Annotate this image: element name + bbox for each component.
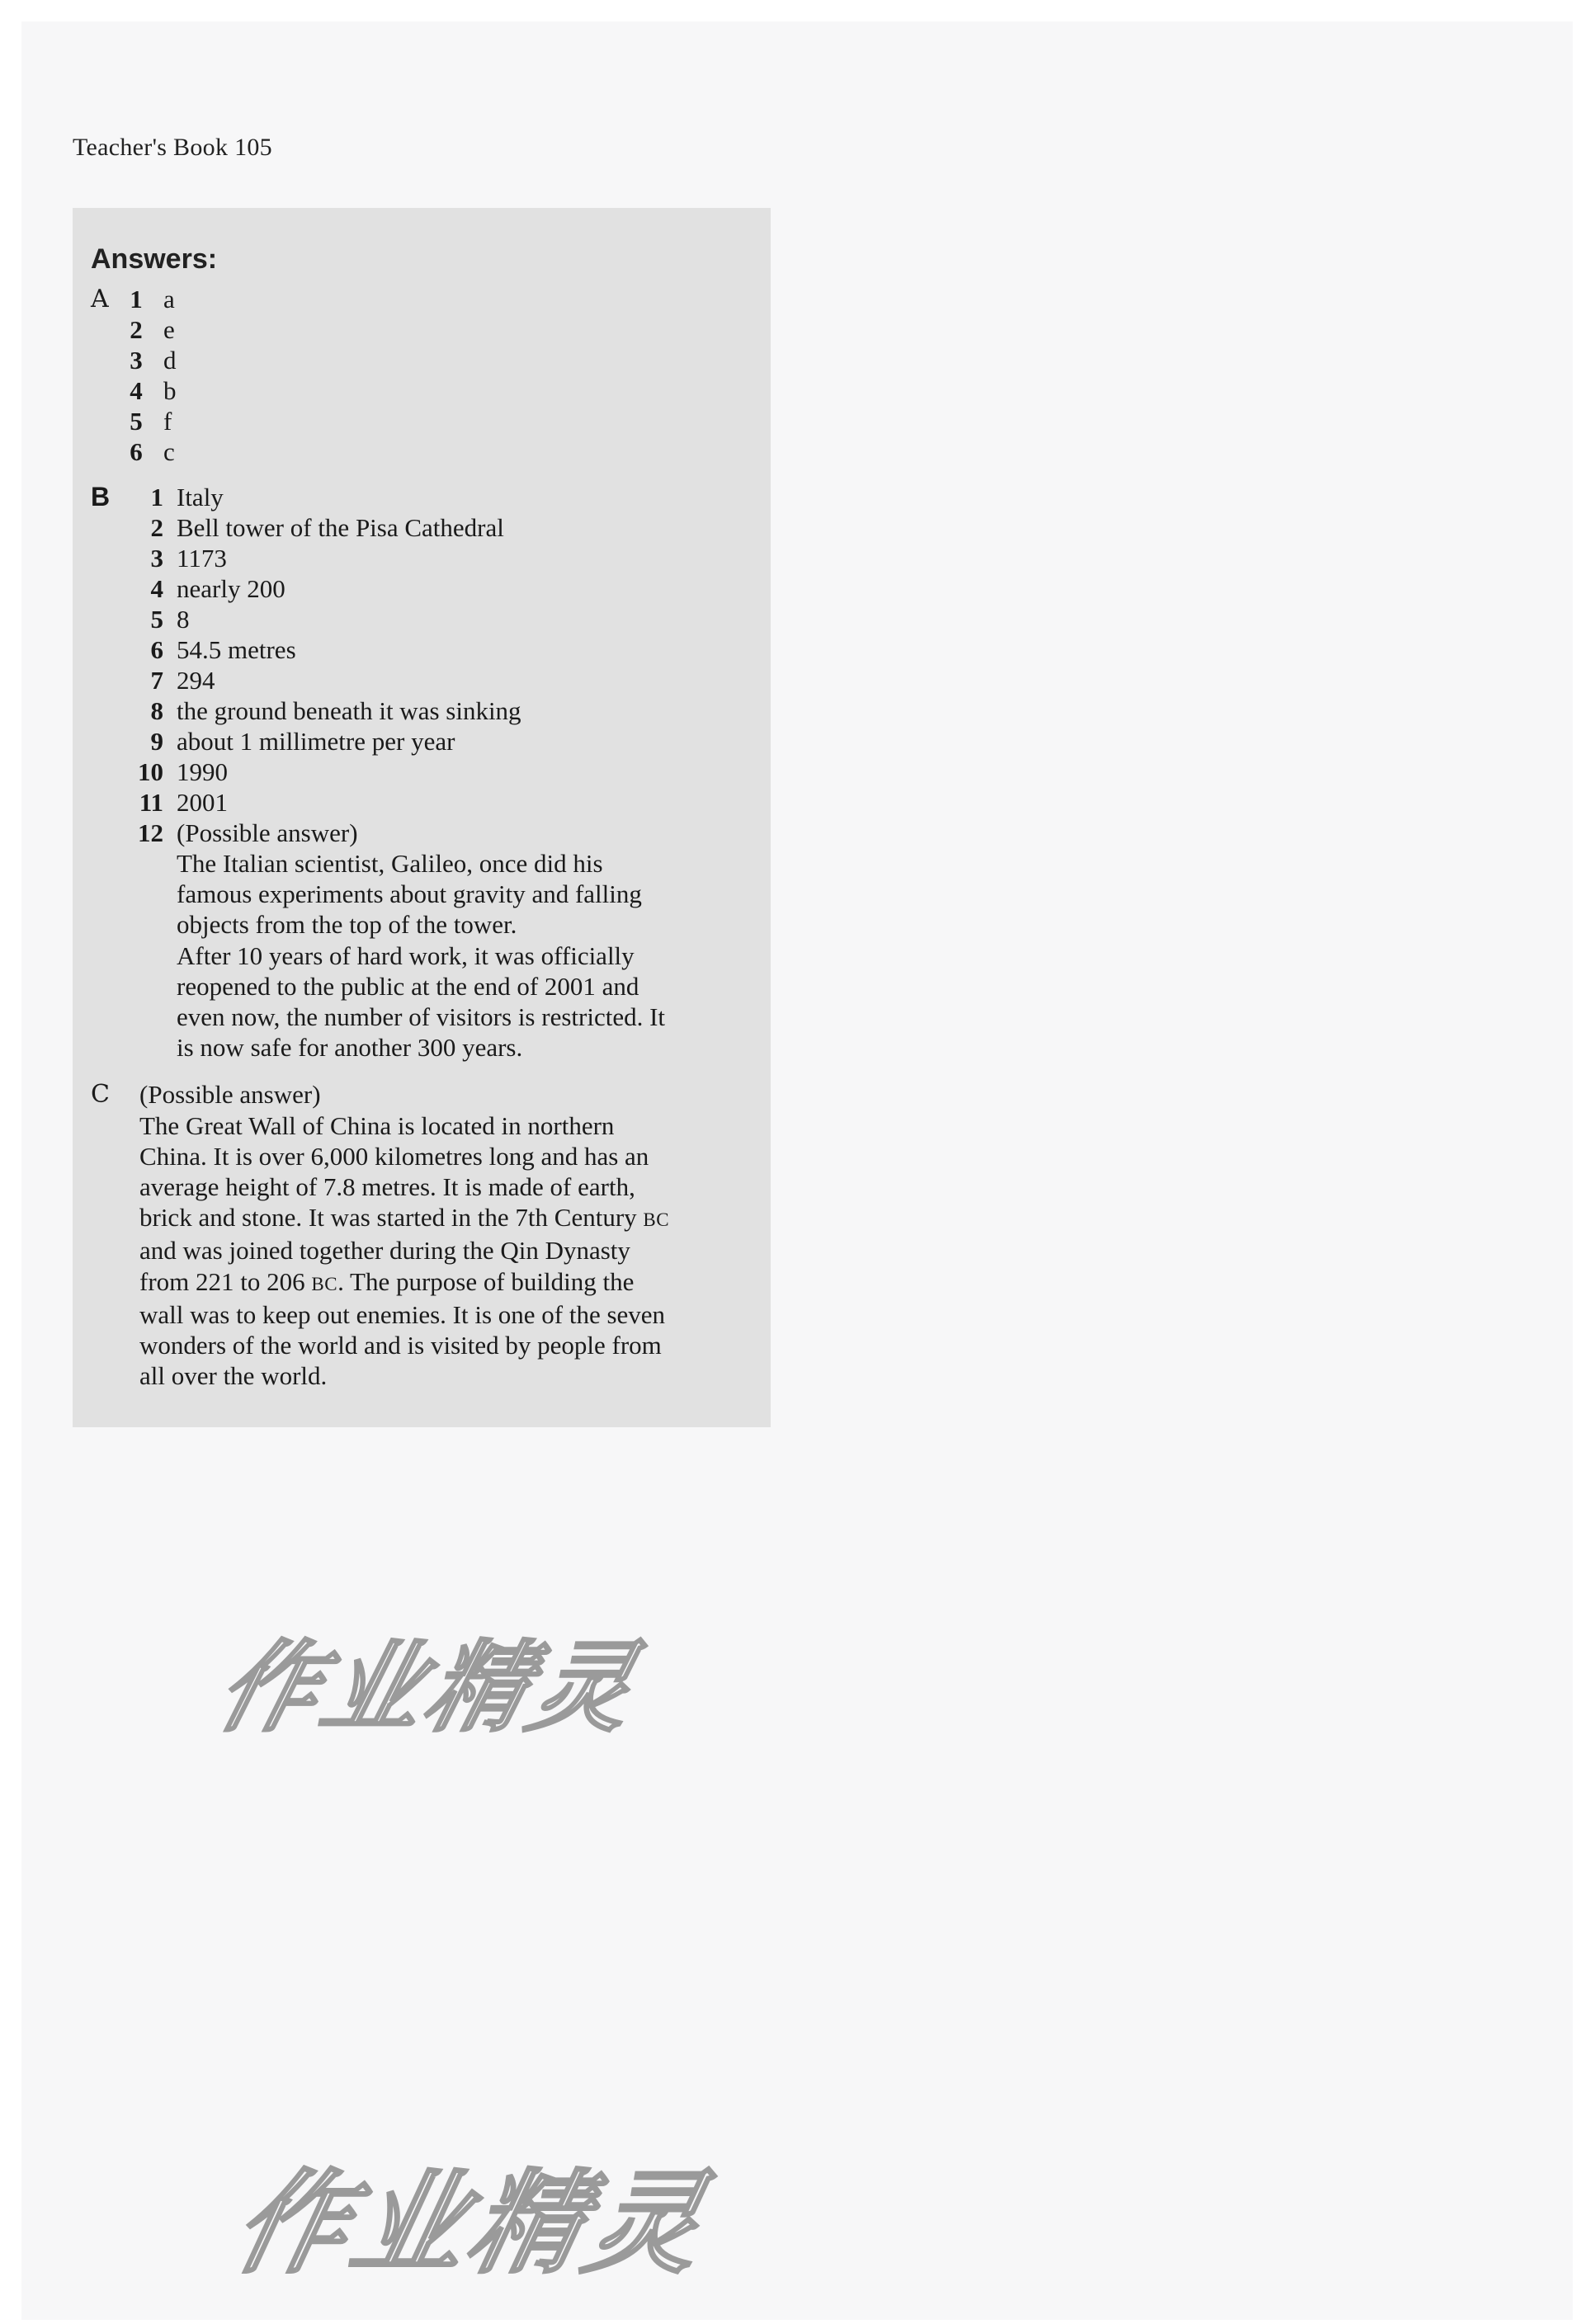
list-item: [124, 818, 754, 848]
item-number: 5: [150, 605, 163, 634]
item-number: 7: [150, 666, 163, 695]
paragraph-line: is now safe for another 300 years.: [177, 1033, 523, 1063]
item-answer: 294: [177, 666, 215, 695]
item-number: 3: [150, 544, 163, 573]
item-answer: 1173: [177, 544, 227, 573]
paragraph-line: even now, the number of visitors is restricted. It: [177, 1002, 666, 1032]
list-item: [124, 573, 754, 604]
item-number: 12: [138, 818, 163, 847]
item-answer: 2001: [177, 788, 228, 817]
item-answer: Italy: [177, 483, 224, 511]
paragraph-line: reopened to the public at the end of 2001 and: [177, 971, 639, 1001]
item-answer: 1990: [177, 757, 228, 786]
item-answer: Bell tower of the Pisa Cathedral: [177, 513, 504, 542]
item-number: 6: [130, 437, 143, 466]
paragraph-line: After 10 years of hard work, it was officially: [177, 940, 635, 970]
item-answer: c: [163, 437, 175, 466]
paragraph-line: [139, 1266, 754, 1299]
paragraph-line: average height of 7.8 metres. It is made of earth,: [139, 1172, 635, 1202]
list-item: [124, 543, 754, 573]
item-answer: e: [163, 315, 175, 344]
paragraph-line: [139, 1202, 754, 1235]
answers-title: Answers:: [91, 243, 218, 275]
line-text: brick and stone. It was started in the 7th Century: [139, 1203, 637, 1233]
section-b-letter: B: [91, 482, 111, 511]
watermark-logo: 作业精灵: [223, 2159, 720, 2289]
list-item: [124, 604, 754, 634]
section-a-letter: A: [91, 285, 109, 313]
paragraph-line: wall was to keep out enemies. It is one of the seven: [139, 1299, 666, 1329]
item-answer: about 1 millimetre per year: [177, 727, 455, 756]
list-item: [124, 695, 754, 726]
paragraph-line: China. It is over 6,000 kilometres long and has an: [139, 1141, 649, 1171]
line-text: . The purpose of building the: [337, 1266, 635, 1296]
item-number: 8: [150, 696, 163, 725]
list-item: [124, 436, 754, 467]
list-item: [124, 665, 754, 695]
list-item: [124, 482, 754, 512]
item-answer: d: [163, 346, 177, 375]
item-number: 1: [150, 483, 163, 511]
list-item: [124, 634, 754, 665]
section-a: [91, 284, 754, 467]
list-item: [124, 345, 754, 375]
item-12-answer: [177, 848, 754, 1063]
section-b: [91, 482, 754, 1063]
watermark-logo: 作业精灵: [206, 1631, 651, 1746]
item-answer: (Possible answer): [177, 818, 358, 847]
possible-answer-label: (Possible answer): [139, 1080, 321, 1110]
answers-box: [73, 208, 771, 1427]
era-abbreviation: BC: [643, 1209, 670, 1231]
list-item: [124, 726, 754, 757]
paragraph-line: The Italian scientist, Galileo, once did his: [177, 849, 603, 878]
item-number: 3: [130, 346, 143, 375]
section-b-list: [124, 482, 754, 848]
item-number: 1: [130, 285, 143, 313]
item-number: 6: [150, 635, 163, 664]
section-c: [91, 1079, 754, 1391]
item-number: 9: [150, 727, 163, 756]
era-abbreviation: BC: [311, 1273, 338, 1294]
item-number: 4: [150, 574, 163, 603]
item-answer: b: [163, 376, 177, 405]
paragraph-line: famous experiments about gravity and falling: [177, 879, 642, 909]
list-item: [124, 512, 754, 543]
item-number: 10: [138, 757, 163, 786]
item-answer: the ground beneath it was sinking: [177, 696, 521, 725]
paragraph-line: and was joined together during the Qin Dynasty: [139, 1236, 630, 1266]
item-number: 4: [130, 376, 143, 405]
section-c-letter: C: [91, 1080, 110, 1110]
list-item: [124, 787, 754, 818]
item-number: 2: [130, 315, 143, 344]
item-answer: a: [163, 285, 175, 313]
line-text: from 221 to 206: [139, 1266, 312, 1296]
list-item: [124, 314, 754, 345]
item-answer: 54.5 metres: [177, 635, 296, 664]
section-a-list: [124, 284, 754, 467]
list-item: [124, 757, 754, 787]
item-number: 11: [139, 788, 163, 817]
paragraph-line: all over the world.: [139, 1361, 328, 1391]
paragraph-line: objects from the top of the tower.: [177, 910, 517, 940]
list-item: [124, 284, 754, 314]
page-header: Teacher's Book 105: [73, 134, 272, 161]
item-number: 5: [130, 407, 143, 436]
item-answer: f: [163, 407, 172, 436]
list-item: [124, 406, 754, 436]
item-answer: nearly 200: [177, 574, 285, 603]
section-c-answer: [139, 1079, 754, 1391]
paragraph-line: wonders of the world and is visited by people from: [139, 1331, 662, 1360]
paragraph-line: The Great Wall of China is located in northern: [139, 1110, 615, 1140]
item-number: 2: [150, 513, 163, 542]
item-answer: 8: [177, 605, 190, 634]
list-item: [124, 375, 754, 406]
